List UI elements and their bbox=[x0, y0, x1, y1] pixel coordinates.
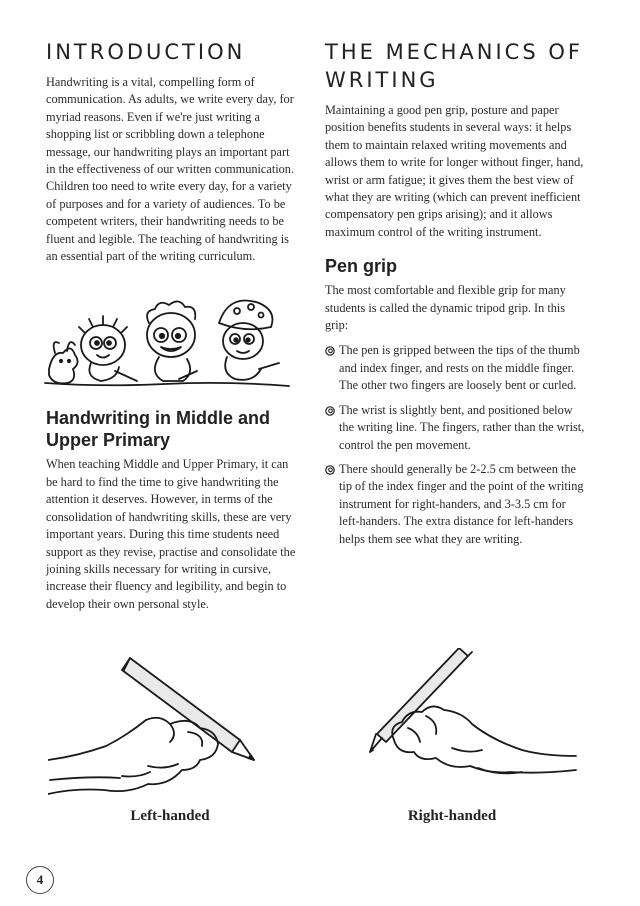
pen-grip-paragraph: The most comfortable and flexible grip for many students is called the dynamic tripod grip. In this grip: bbox=[325, 283, 566, 333]
page-number: 4 bbox=[26, 866, 54, 894]
right-column bbox=[325, 38, 587, 555]
pen-grip-bullets bbox=[325, 342, 587, 547]
mechanics-heading: THE MECHANICS OF WRITING bbox=[325, 40, 583, 92]
left-handed-caption: Left-handed bbox=[130, 808, 210, 824]
spiral-bullet-icon bbox=[325, 406, 335, 416]
bullet-text: The pen is gripped between the tips of the thumb and index finger, and rests on the middle finger. The other two fingers are loosely bent or curled. bbox=[339, 343, 580, 393]
bullet-text: There should generally be 2-2.5 cm between the tip of the index finger and the point of the writing instrument for right-handers, and 3-3.5 cm for left-handers. The extra distance for left-handers helps them see what they are writing. bbox=[339, 461, 584, 546]
list-item bbox=[325, 342, 587, 394]
left-column bbox=[46, 38, 301, 613]
introduction-paragraph: Handwriting is a vital, compelling form of communication. As adults, we write every day, for myriad reasons. Even if we're just writing a shopping list or scribbling down a telephone message, our handwriting plays an important part in the effectiveness of our written communication. Children too need to write every day, for a variety of purposes and for a variety of audiences. To be competent writers, their handwriting needs to be fluent and legible. The teaching of handwriting is an essential part of the writing curriculum. bbox=[46, 75, 295, 264]
list-item bbox=[325, 461, 587, 548]
introduction-heading: INTRODUCTION bbox=[46, 40, 246, 64]
mechanics-paragraph: Maintaining a good pen grip, posture and paper position benefits students in several ways: it helps them to maintain relaxed writing movements and allows them to write for longer without finger, hand, wrist or arm fatigue; it gives them the best view of what they are writing (which can prevent inefficient compensatory pen grips arising); and it allows maximum control of the writing instrument. bbox=[325, 103, 584, 239]
bullet-text: The wrist is slightly bent, and positioned below the writing line. The fingers, rather than the wrist, control the pen movement. bbox=[339, 402, 585, 452]
right-handed-caption: Right-handed bbox=[407, 808, 497, 824]
list-item bbox=[325, 402, 587, 454]
spiral-bullet-icon bbox=[325, 465, 335, 475]
pen-grip-heading: Pen grip bbox=[325, 256, 398, 277]
right-handed-grip-illustration bbox=[368, 648, 578, 798]
children-writing-illustration bbox=[41, 283, 296, 393]
middle-upper-primary-heading: Handwriting in Middle and Upper Primary bbox=[46, 408, 270, 451]
middle-upper-primary-paragraph: When teaching Middle and Upper Primary, it can be hard to find the time to give handwriting the attention it deserves. However, in terms of the consolidation of handwriting skills, these are very important years. During this time students need support as they revise, practise and consolidate the joining skills necessary for writing in cursive, increase their fluency and legibility, and begin to develop their own personal style. bbox=[46, 457, 296, 611]
spiral-bullet-icon bbox=[325, 346, 335, 356]
left-handed-grip-illustration bbox=[48, 648, 258, 798]
